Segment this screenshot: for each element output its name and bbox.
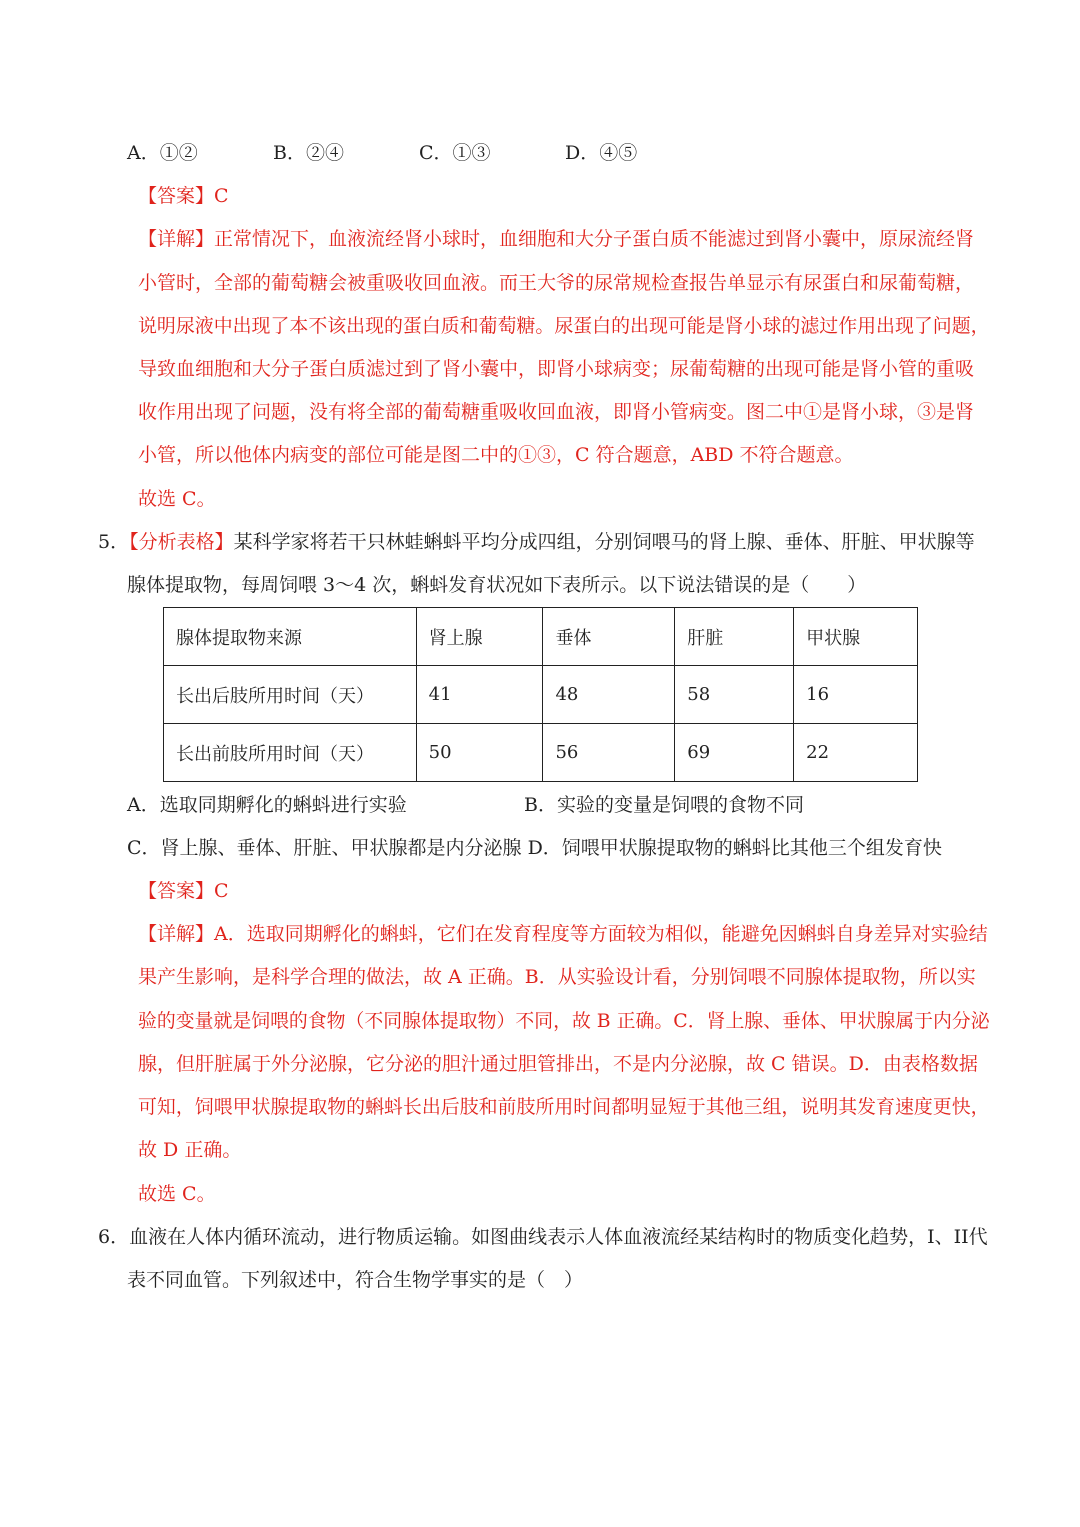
q4-option-c: C．①③ xyxy=(419,142,491,164)
q4-detail-line-3: 说明尿液中出现了本不该出现的蛋白质和葡萄糖。尿蛋白的出现可能是肾小球的滤过作用出现了问题， xyxy=(138,315,990,337)
q5-stem-line-2: 腺体提取物，每周饲喂 3～4 次，蝌蚪发育状况如下表所示。以下说法错误的是（ ） xyxy=(127,574,867,596)
q5-detail-tag: 【详解】 xyxy=(138,923,215,945)
table-cell: 长出后肢所用时间（天） xyxy=(164,666,417,724)
table-cell: 41 xyxy=(416,666,543,724)
table-cell: 48 xyxy=(543,666,675,724)
q6-stem-line-1: 6．血液在人体内循环流动，进行物质运输。如图曲线表示人体血液流经某结构时的物质变化趋势，I、II代 xyxy=(98,1226,988,1248)
q5-option-cd: C．肾上腺、垂体、肝脏、甲状腺都是内分泌腺 D．饲喂甲状腺提取物的蝌蚪比其他三个组发育快 xyxy=(127,837,942,859)
table-header-cell: 肝脏 xyxy=(675,608,794,666)
table-header-row xyxy=(164,608,918,666)
table-header-cell: 甲状腺 xyxy=(794,608,918,666)
q5-detail-line-3: 验的变量就是饲喂的食物（不同腺体提取物）不同，故 B 正确。C．肾上腺、垂体、甲状腺属于内分泌 xyxy=(138,1010,990,1032)
q5-detail-line-2: 果产生影响，是科学合理的做法，故 A 正确。B．从实验设计看，分别饲喂不同腺体提取物，所以实 xyxy=(138,966,976,988)
q6-number: 6． xyxy=(98,1226,130,1248)
q5-option-b: B．实验的变量是饲喂的食物不同 xyxy=(524,794,804,816)
q5-option-a: A．选取同期孵化的蝌蚪进行实验 xyxy=(127,794,407,816)
table-row xyxy=(164,724,918,782)
q5-stem-line-1: 5．【分析表格】某科学家将若干只林蛙蝌蚪平均分成四组，分别饲喂马的肾上腺、垂体、肝脏、甲状腺等 xyxy=(98,531,975,553)
table-cell: 50 xyxy=(416,724,543,782)
q4-detail-line-5: 收作用出现了问题，没有将全部的葡萄糖重吸收回血液，即肾小管病变。图二中①是肾小球，③是肾 xyxy=(138,401,975,423)
q5-number: 5． xyxy=(98,531,130,553)
table-header-cell: 垂体 xyxy=(543,608,675,666)
q5-answer: 【答案】C xyxy=(138,880,229,902)
q5-conclusion: 故选 C。 xyxy=(138,1183,216,1205)
table-cell: 长出前肢所用时间（天） xyxy=(164,724,417,782)
q5-detail-line-6: 故 D 正确。 xyxy=(138,1139,242,1161)
q4-conclusion: 故选 C。 xyxy=(138,488,216,510)
q5-detail-line-4: 腺，但肝脏属于外分泌腺，它分泌的胆汁通过胆管排出，不是内分泌腺，故 C 错误。D．由表格数据 xyxy=(138,1053,978,1075)
q4-option-d: D．④⑤ xyxy=(565,142,638,164)
table-header-cell: 腺体提取物来源 xyxy=(164,608,417,666)
q4-detail-line-6: 小管，所以他体内病变的部位可能是图二中的①③，C 符合题意，ABD 不符合题意。 xyxy=(138,444,854,466)
table-cell: 16 xyxy=(794,666,918,724)
table-cell: 22 xyxy=(794,724,918,782)
table-cell: 58 xyxy=(675,666,794,724)
table-cell: 69 xyxy=(675,724,794,782)
q4-option-b: B．②④ xyxy=(273,142,344,164)
q4-option-a: A．①② xyxy=(127,142,198,164)
table-header-cell: 肾上腺 xyxy=(416,608,543,666)
q5-detail-line-5: 可知，饲喂甲状腺提取物的蝌蚪长出后肢和前肢所用时间都明显短于其他三组，说明其发育速度更快， xyxy=(138,1096,990,1118)
q4-detail-line-1: 【详解】正常情况下，血液流经肾小球时，血细胞和大分子蛋白质不能滤过到肾小囊中，原尿流经肾 xyxy=(138,228,975,250)
q5-data-table xyxy=(163,607,918,782)
q4-detail-line-2: 小管时，全部的葡萄糖会被重吸收回血液。而王大爷的尿常规检查报告单显示有尿蛋白和尿葡萄糖， xyxy=(138,272,975,294)
table-row xyxy=(164,666,918,724)
q4-detail-line-4: 导致血细胞和大分子蛋白质滤过到了肾小囊中，即肾小球病变；尿葡萄糖的出现可能是肾小管的重吸 xyxy=(138,358,975,380)
q4-detail-tag: 【详解】 xyxy=(138,228,215,250)
q5-detail-line-1: 【详解】A．选取同期孵化的蝌蚪，它们在发育程度等方面较为相似，能避免因蝌蚪自身差异对实验结 xyxy=(138,923,988,945)
q5-tag: 【分析表格】 xyxy=(129,531,234,553)
table-cell: 56 xyxy=(543,724,675,782)
q4-answer: 【答案】C xyxy=(138,185,229,207)
q6-stem-line-2: 表不同血管。下列叙述中，符合生物学事实的是（ ） xyxy=(127,1269,584,1291)
